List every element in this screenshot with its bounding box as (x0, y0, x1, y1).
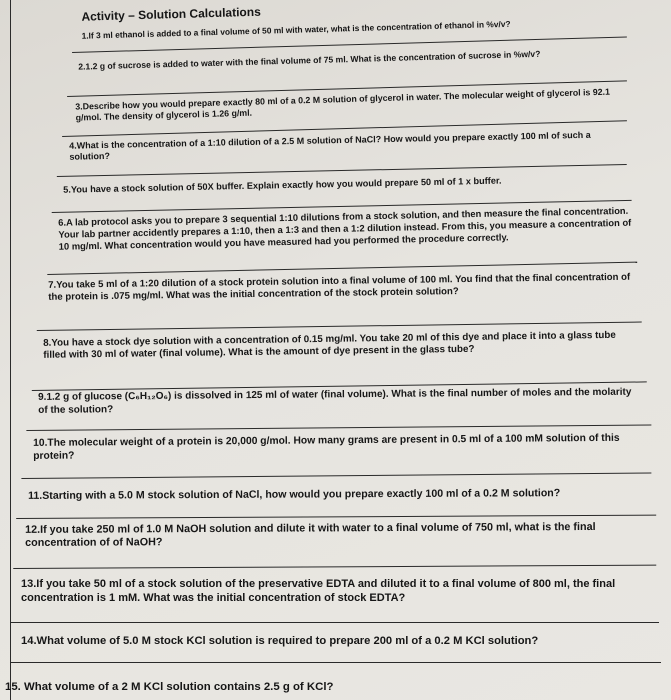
question-row-13 (11, 570, 659, 623)
question-text-5: 5.You have a stock solution of 50X buffer. Explain exactly how you would prepare 50 ml of 1 x buffer. (63, 175, 502, 195)
question-text-1: 1.If 3 ml ethanol is added to a final volume of 50 ml with water, what is the concentration of ethanol in %v/v? (81, 18, 511, 41)
question-table (5, 0, 666, 700)
question-row-6 (46, 200, 637, 275)
question-text-15: 15. What volume of a 2 M KCl solution contains 2.5 g of KCl? (5, 681, 334, 693)
question-row-12 (13, 515, 656, 569)
question-text-13: 13.If you take 50 ml of a stock solution of the preservative EDTA and diluted it to a final volume of 800 ml, the final concentration is 1 mM. What was the initial concentration of stock EDTA? (21, 578, 616, 604)
question-row-10 (21, 427, 651, 479)
question-text-2: 2.1.2 g of sucrose is added to water with the final volume of 75 ml. What is the concentration of sucrose in %w/v? (78, 48, 541, 72)
question-text-4: 4.What is the concentration of a 1:10 dilution of a 2.5 M solution of NaCl? How would you prepare exactly 100 ml of such a solution? (69, 129, 591, 162)
question-row-11 (16, 477, 656, 519)
question-text-10: 10.The molecular weight of a protein is 20,000 g/mol. How many grams are present in 0.5 ml of a 100 mM solution of this protein? (33, 432, 620, 462)
question-text-9: 9.1.2 g of glucose (C₆H₁₂O₆) is dissolved in 125 ml of water (final volume). What is the final number of moles and the molarity of the solution? (38, 386, 632, 416)
question-text-8: 8.You have a stock dye solution with a concentration of 0.15 mg/ml. You take 20 ml of this dye and place it into a glass tube filled with 30 ml of water (final volume). What is the amount of dye present in the glass tube? (43, 329, 616, 362)
question-row-7 (36, 266, 642, 331)
question-text-14: 14.What volume of 5.0 M stock KCl solution is required to prepare 200 ml of a 0.2 M KCl solution? (21, 635, 539, 647)
worksheet-title: Activity – Solution Calculations (81, 4, 261, 24)
question-text-12: 12.If you take 250 ml of 1.0 M NaOH solution and dilute it with water to a final volume of 750 ml, what is the final concentration of of NaOH? (25, 520, 596, 550)
question-row-9 (26, 381, 651, 431)
question-text-6: 6.A lab protocol asks you to prepare 3 sequential 1:10 dilutions from a stock solution, and then measure the final concentration. Your lab partner accidently prepares a 1:10, then a 1:3 and then a 1:2 dilution instead. From this, you measure a concentration of 10 mg/ml. What concentration would you have measured had you performed the procedure correctly. (58, 204, 632, 252)
question-text-7: 7.You take 5 ml of a 1:20 dilution of a stock protein solution into a final volume of 100 ml. You find that the final concentration of the protein is .075 mg/ml. What was the initial concentration of the stock protein solution? (48, 271, 631, 303)
question-text-11: 11.Starting with a 5.0 M stock solution of NaCl, how would you prepare exactly 100 ml of a 0.2 M solution? (28, 487, 561, 502)
question-row-15 (5, 662, 663, 698)
question-row-14 (11, 622, 661, 663)
question-text-3: 3.Describe how you would prepare exactly 80 ml of a 0.2 M solution of glycerol in water. The molecular weight of glycerol is 92.1 g/mol. The density of glycerol is 1.26 g/ml. (75, 86, 611, 123)
